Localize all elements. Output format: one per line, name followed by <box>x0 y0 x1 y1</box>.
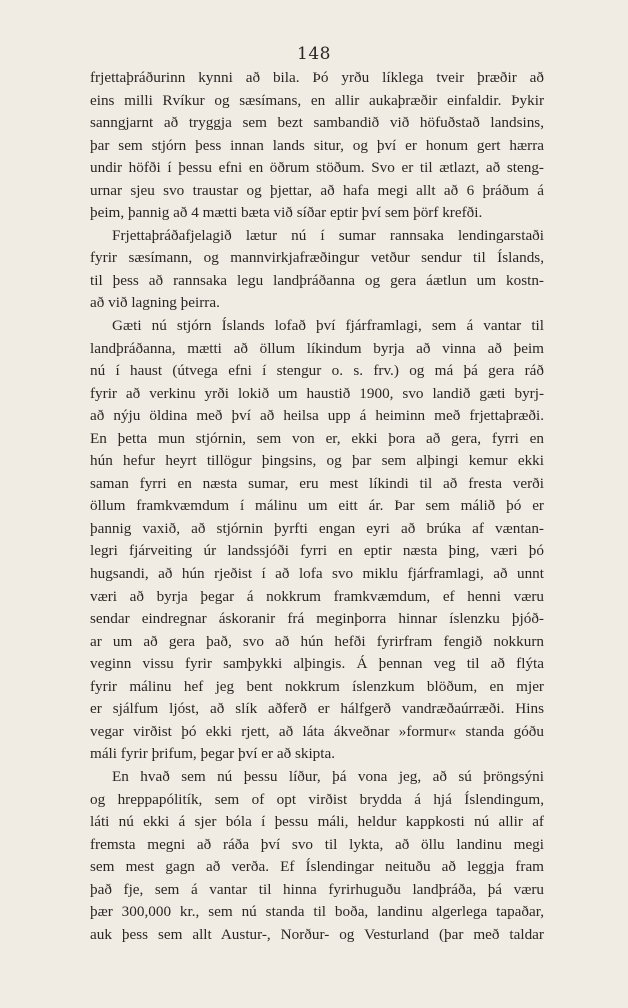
text-line: þeim, þannig að 4 mætti bæta við síðar eptir því sem þörf krefði. <box>90 204 483 222</box>
text-line: legri fjárveiting úr landssjóði fyrri en eptir næsta þing, væri þó <box>90 542 544 560</box>
text-line: þær 300,000 kr., sem nú standa til boða, landinu algerlega tapaðar, <box>90 903 544 921</box>
text-line: öllum framkvæmdum í málinu um eitt ár. Þar sem málið þó er <box>90 497 544 515</box>
paragraph <box>90 67 544 225</box>
text-line: hún hefur heyrt tillögur þingsins, og þar sem alþingi kemur ekki <box>90 452 544 470</box>
text-line: undir höfði í þessu efni en öðrum stöðum. Svo er til ætlazt, að steng- <box>90 159 544 177</box>
text-line: sendar eindregnar áskoranir frá meginþorra hinnar íslenzku þjóð- <box>90 610 544 628</box>
text-line: En þetta mun stjórnin, sem von er, ekki þora að gera, fyrri en <box>90 429 544 447</box>
text-line: þannig vaxið, að stjórnin þyrfti engan eyri að brúka af væntan- <box>90 519 544 537</box>
paragraph <box>90 225 544 315</box>
text-line: þar sem stjórn þess innan lands situr, og því er honum gert hærra <box>90 136 544 154</box>
text-line: eins milli Rvíkur og sæsímans, en allir aukaþræðir einfaldir. Þykir <box>90 91 544 109</box>
text-line: er sjálfum ljóst, að slík aðferð er hálfgerð vandræðaúrræði. Hins <box>90 700 544 718</box>
text-line: Frjettaþráðafjelagið lætur nú í sumar rannsaka lendingarstaði <box>112 226 544 244</box>
text-line: saman fyrri en næsta sumar, eru mest líkindi til að fresta verði <box>90 474 544 492</box>
page-number: 148 <box>297 44 331 64</box>
text-line: ar um að gera það, svo að hún hefði fyrirfram fengið nokkurn <box>90 632 544 650</box>
text-line: væri að byrja þegar á nokkrum framkvæmdum, ef henni væru <box>90 587 544 605</box>
text-line: auk þess sem allt Austur-, Norður- og Vesturland (þar með taldar <box>90 925 544 943</box>
body-text <box>90 67 544 946</box>
text-line: fyrir sæsímann, og mannvirkjafræðingur vetður sendur til Íslands, <box>90 249 544 267</box>
text-line: Gæti nú stjórn Íslands lofað því fjárframlagi, sem á vantar til <box>112 317 544 335</box>
text-line: vegar virðist þó ekki rjett, að láta ákveðnar »formur« standa góðu <box>90 722 544 740</box>
text-line: En hvað sem nú þessu líður, þá vona jeg, að sú þröngsýni <box>112 767 544 785</box>
text-line: landþráðanna, mætti að öllum líkindum byrja að vinna að þeim <box>90 339 544 357</box>
paragraph <box>90 315 544 766</box>
text-line: sem mest gagn að verða. Ef Íslendingar neituðu að leggja fram <box>90 858 544 876</box>
text-line: að nýju öldina með því að heilsa upp á heiminn með frjettaþræði. <box>90 407 544 425</box>
text-line: fyrir að verkinu yrði lokið um haustið 1900, svo landið gæti byrj- <box>90 384 544 402</box>
text-line: frjettaþráðurinn kynni að bila. Þó yrðu líklega tveir þræðir að <box>90 69 544 86</box>
text-line: það fje, sem á vantar til hinna fyrirhuguðu landþráða, þá væru <box>90 880 544 898</box>
text-line: og hreppapólitík, sem of opt virðist brydda á hjá Íslendingum, <box>90 790 544 808</box>
text-line: til þess að rannsaka legu landþráðanna og gera áætlun um kostn- <box>90 271 544 289</box>
text-line: láti nú ekki á sjer bóla í þessu máli, heldur kappkosti nú allir af <box>90 813 544 831</box>
text-line: hugsandi, að hún rjeðist í að lofa svo miklu fjárframlagi, að unnt <box>90 565 544 583</box>
text-line: urnar sjeu svo traustar og þjettar, að hafa megi allt að 6 þráðum á <box>90 181 544 199</box>
text-line: máli fyrir þrifum, þegar því er að skipta. <box>90 745 336 763</box>
text-line: veginn vissu fyrir samþykki alþingis. Á þennan veg til að flýta <box>90 655 544 673</box>
text-line: fremsta megni að ráða því svo til lykta, að öllu landinu megi <box>90 835 544 853</box>
text-line: að við lagning þeirra. <box>90 294 220 312</box>
text-line: fyrir málinu hef jeg bent nokkrum íslenzkum blöðum, en mjer <box>90 677 544 695</box>
paragraph <box>90 766 544 946</box>
text-line: sanngjarnt að tryggja sem bezt sambandið við höfuðstað landsins, <box>90 114 544 132</box>
text-line: nú í haust (útvega efni í stengur o. s. frv.) og má þá gera ráð <box>90 362 544 380</box>
